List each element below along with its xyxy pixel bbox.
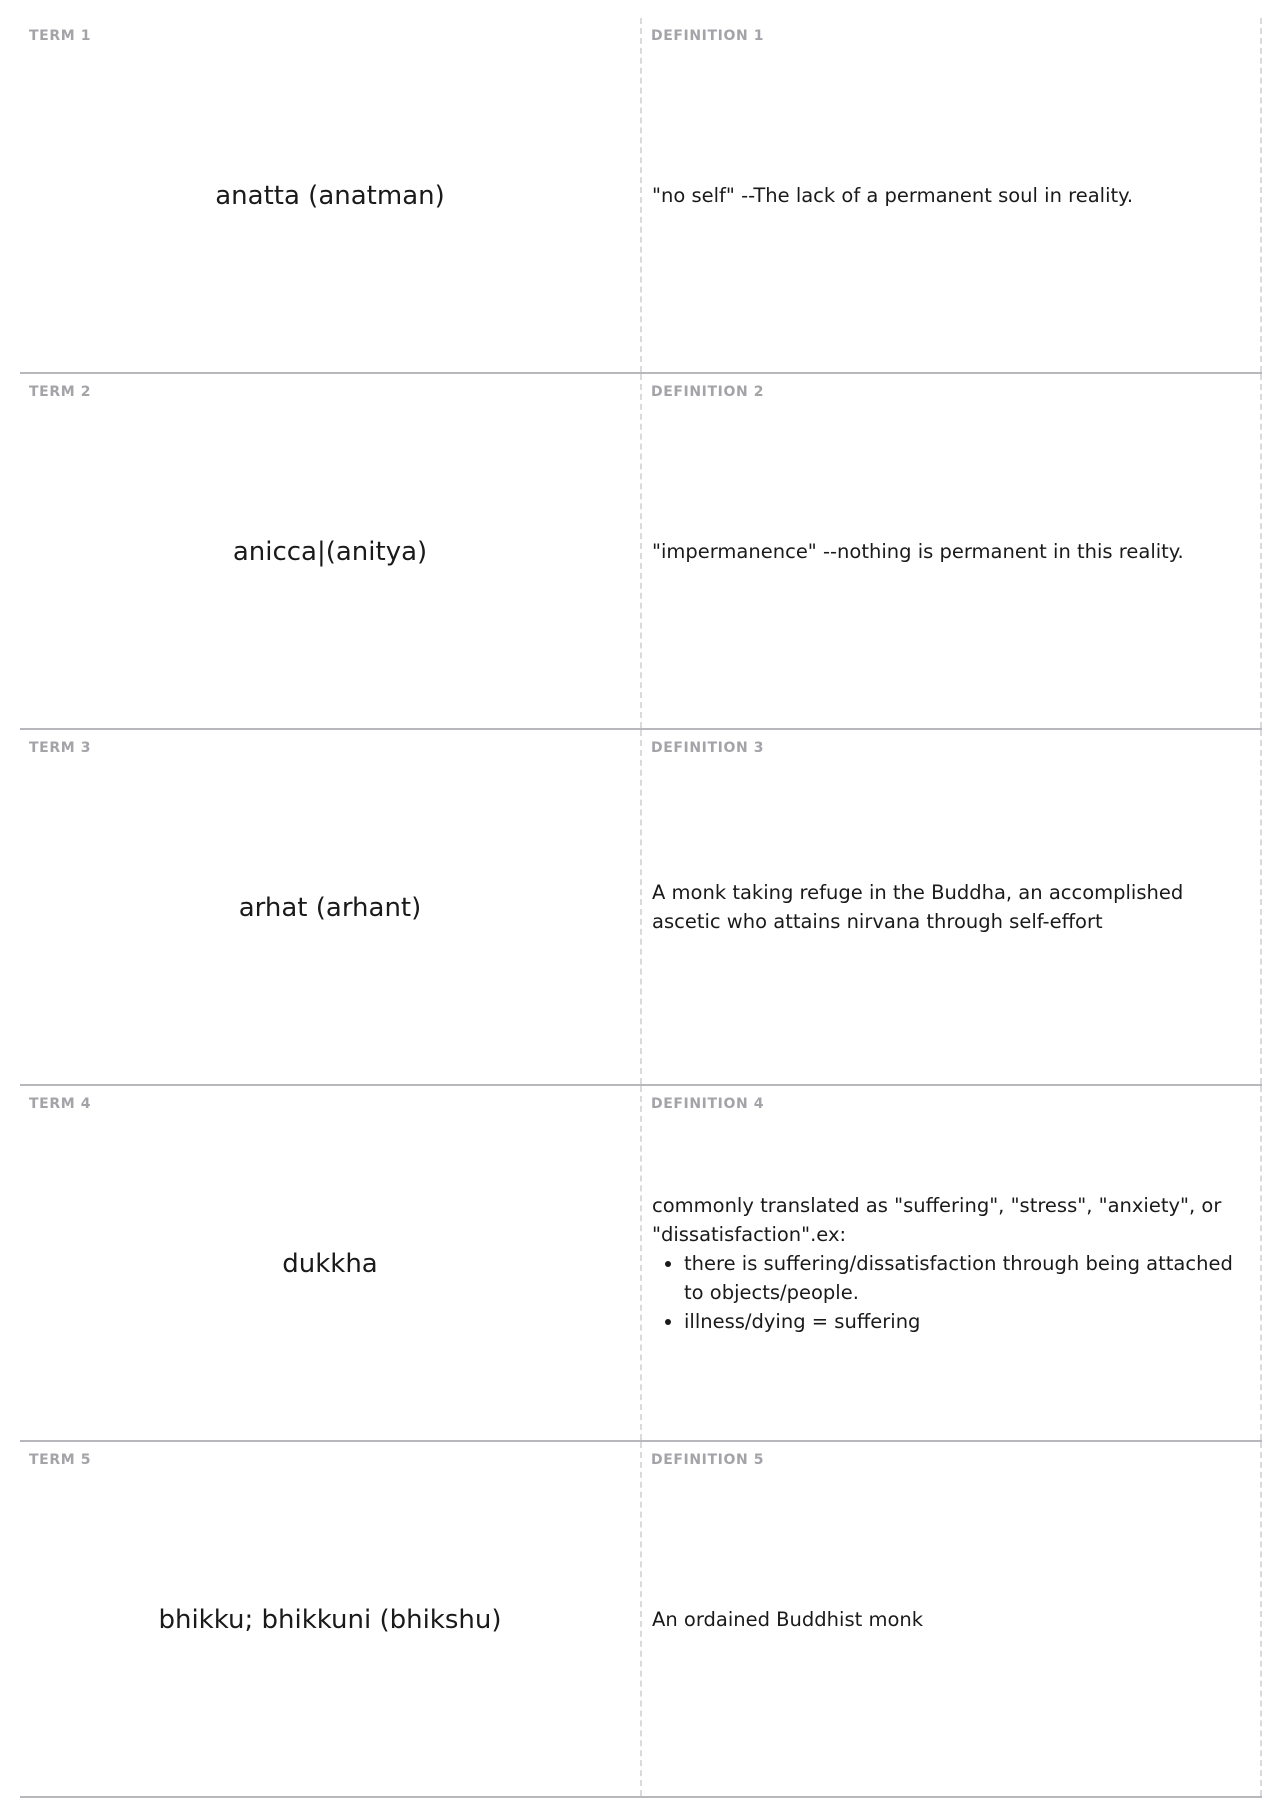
term-label: TERM 2 [29, 384, 92, 400]
definition-paragraph: A monk taking refuge in the Buddha, an accomplished ascetic who attains nirvana through self-effort [652, 881, 1184, 933]
definition-cell-5 [642, 1442, 1262, 1796]
definition-cell-3 [642, 730, 1262, 1084]
term-cell-1 [20, 18, 642, 372]
definition-bullet-list [652, 1249, 1248, 1336]
definition-cell-2 [642, 374, 1262, 728]
term-text: dukkha [282, 1249, 378, 1279]
term-text: anicca|(anitya) [232, 537, 428, 567]
card-row-5 [20, 1442, 1262, 1798]
term-text: bhikku; bhikkuni (bhikshu) [158, 1605, 502, 1635]
definition-paragraph: An ordained Buddhist monk [652, 1607, 924, 1631]
term-text: anatta (anatman) [215, 181, 445, 211]
card-row-1 [20, 18, 1262, 374]
term-cell-2 [20, 374, 642, 728]
term-text: arhat (arhant) [238, 893, 422, 923]
definition-label: DEFINITION 4 [651, 1096, 765, 1112]
definition-paragraph: commonly translated as "suffering", "stress", "anxiety", or "dissatisfaction".ex: [652, 1193, 1222, 1246]
flashcard-sheet [20, 18, 1262, 1798]
card-row-3 [20, 730, 1262, 1086]
definition-text [652, 1191, 1248, 1336]
definition-paragraph: "impermanence" --nothing is permanent in this reality. [652, 539, 1184, 563]
term-cell-4 [20, 1086, 642, 1440]
definition-cell-1 [642, 18, 1262, 372]
definition-bullet-item: • illness/dying = suffering [684, 1307, 1248, 1336]
definition-label: DEFINITION 5 [651, 1452, 765, 1468]
definition-text [652, 1605, 923, 1634]
definition-text [652, 537, 1184, 566]
definition-paragraph: "no self" --The lack of a permanent soul in reality. [652, 183, 1134, 207]
definition-bullet-item: • there is suffering/dissatisfaction through being attached to objects/people. [684, 1249, 1248, 1307]
card-row-2 [20, 374, 1262, 730]
definition-label: DEFINITION 2 [651, 384, 765, 400]
definition-text [652, 878, 1248, 936]
definition-text [652, 181, 1133, 210]
term-cell-5 [20, 1442, 642, 1796]
definition-label: DEFINITION 3 [651, 740, 765, 756]
card-row-4 [20, 1086, 1262, 1442]
term-label: TERM 4 [29, 1096, 92, 1112]
term-label: TERM 1 [29, 28, 92, 44]
definition-label: DEFINITION 1 [651, 28, 765, 44]
term-label: TERM 3 [29, 740, 92, 756]
term-label: TERM 5 [29, 1452, 92, 1468]
definition-cell-4 [642, 1086, 1262, 1440]
term-cell-3 [20, 730, 642, 1084]
